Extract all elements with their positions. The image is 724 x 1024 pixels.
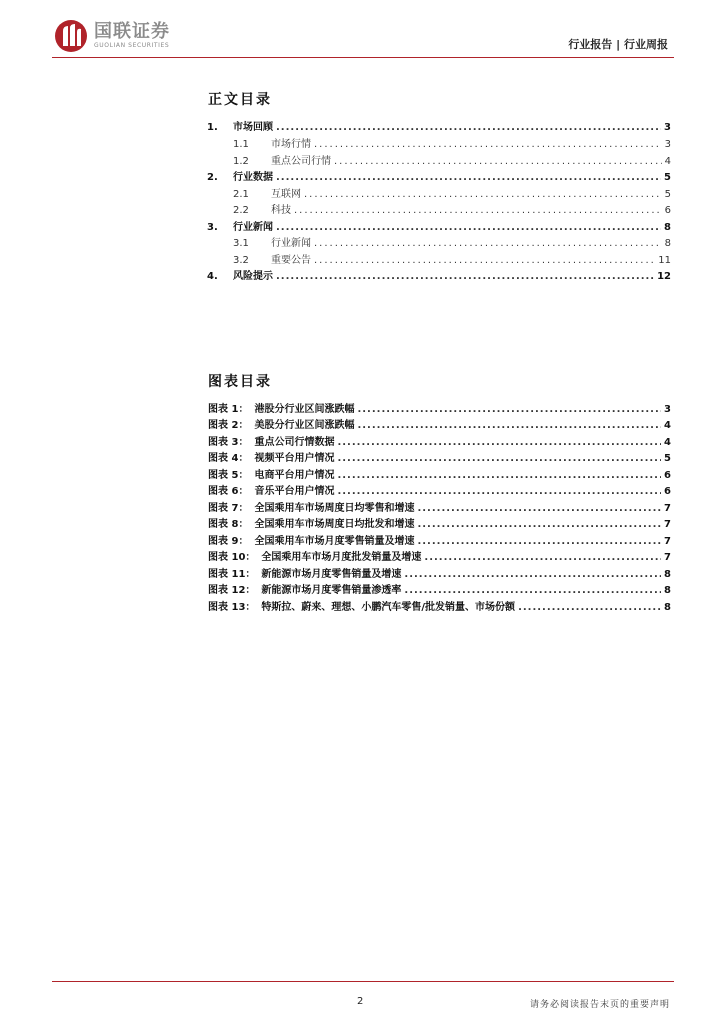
figure-entry-number: 图表 8： bbox=[208, 519, 249, 530]
figure-entry-page: 4 bbox=[664, 437, 671, 448]
leader-dots bbox=[404, 583, 661, 599]
toc-entry-page: 3 bbox=[664, 139, 671, 150]
toc-entry[interactable] bbox=[207, 120, 671, 136]
figure-entry[interactable] bbox=[208, 583, 671, 599]
figure-entry-label: 特斯拉、蔚来、理想、小鹏汽车零售/批发销量、市场份额 bbox=[261, 602, 516, 613]
figure-entry-label: 港股分行业区间涨跌幅 bbox=[254, 404, 355, 415]
figure-entry[interactable] bbox=[208, 418, 671, 434]
figure-entry-label: 新能源市场月度零售销量及增速 bbox=[261, 569, 402, 580]
leader-dots bbox=[357, 402, 661, 418]
toc-entry-page: 11 bbox=[658, 255, 671, 266]
figure-entry[interactable] bbox=[208, 600, 671, 616]
toc-entry[interactable] bbox=[207, 269, 671, 285]
figure-entry-number: 图表 4： bbox=[208, 453, 249, 464]
figure-entry-page: 3 bbox=[664, 404, 671, 415]
toc-entry[interactable] bbox=[233, 203, 671, 219]
toc-entry-page: 8 bbox=[664, 238, 671, 249]
figure-entry-number: 图表 10： bbox=[208, 552, 256, 563]
figure-entry-label: 新能源市场月度零售销量渗透率 bbox=[261, 585, 402, 596]
toc-entry-number: 1.1 bbox=[233, 139, 249, 150]
figure-entry-page: 5 bbox=[664, 453, 671, 464]
toc-entry-label: 行业新闻 bbox=[233, 222, 273, 233]
figure-entry[interactable] bbox=[208, 517, 671, 533]
leader-dots bbox=[314, 137, 662, 153]
toc-entry[interactable] bbox=[233, 154, 671, 170]
toc-entry[interactable] bbox=[207, 220, 671, 236]
figure-entry[interactable] bbox=[208, 550, 671, 566]
toc-entry-page: 5 bbox=[664, 172, 671, 183]
header-divider bbox=[52, 57, 674, 58]
figure-entry-number: 图表 5： bbox=[208, 470, 249, 481]
leader-dots bbox=[518, 600, 661, 616]
figure-entry-page: 7 bbox=[664, 519, 671, 530]
toc-entry-label: 互联网 bbox=[271, 189, 301, 200]
leader-dots bbox=[417, 501, 661, 517]
toc-entry-label: 风险提示 bbox=[233, 271, 273, 282]
figure-entry[interactable] bbox=[208, 501, 671, 517]
page-number: 2 bbox=[357, 996, 364, 1007]
toc-entry-label: 行业新闻 bbox=[271, 238, 311, 249]
figure-entry-label: 全国乘用车市场周度日均零售和增速 bbox=[254, 503, 415, 514]
logo-text-en: GUOLIAN SECURITIES bbox=[94, 42, 170, 49]
toc-entry[interactable] bbox=[233, 137, 671, 153]
leader-dots bbox=[276, 170, 661, 186]
leader-dots bbox=[337, 451, 661, 467]
figure-entry-page: 6 bbox=[664, 470, 671, 481]
toc-entry-page: 3 bbox=[664, 122, 671, 133]
figure-entry-number: 图表 9： bbox=[208, 536, 249, 547]
leader-dots bbox=[337, 435, 661, 451]
leader-dots bbox=[417, 517, 661, 533]
figure-entry-page: 8 bbox=[664, 602, 671, 613]
toc-entry-number: 2. bbox=[207, 172, 218, 183]
toc-entry[interactable] bbox=[233, 236, 671, 252]
figure-entry-number: 图表 6： bbox=[208, 486, 249, 497]
leader-dots bbox=[314, 253, 655, 269]
leader-dots bbox=[404, 567, 661, 583]
footer-divider bbox=[52, 981, 674, 982]
figure-entry[interactable] bbox=[208, 484, 671, 500]
leader-dots bbox=[417, 534, 661, 550]
toc-entry-number: 4. bbox=[207, 271, 218, 282]
toc-entry[interactable] bbox=[233, 253, 671, 269]
toc-entry-page: 4 bbox=[664, 156, 671, 167]
disclaimer-note: 请务必阅读报告末页的重要声明 bbox=[529, 1000, 670, 1010]
leader-dots bbox=[276, 120, 661, 136]
figure-entry-number: 图表 13： bbox=[208, 602, 256, 613]
figure-entry[interactable] bbox=[208, 534, 671, 550]
leader-dots bbox=[334, 154, 662, 170]
figure-entry-page: 8 bbox=[664, 585, 671, 596]
figure-entry-label: 视频平台用户情况 bbox=[254, 453, 335, 464]
figure-entry-page: 7 bbox=[664, 552, 671, 563]
figure-entry-label: 音乐平台用户情况 bbox=[254, 486, 335, 497]
toc-entry-number: 3.1 bbox=[233, 238, 249, 249]
toc-entry[interactable] bbox=[207, 170, 671, 186]
toc-entry-number: 2.2 bbox=[233, 205, 249, 216]
toc-entry[interactable] bbox=[233, 187, 671, 203]
report-category: 行业报告 | 行业周报 bbox=[568, 38, 668, 51]
toc-entry-label: 行业数据 bbox=[233, 172, 273, 183]
figure-entry-number: 图表 11： bbox=[208, 569, 256, 580]
figure-entry[interactable] bbox=[208, 451, 671, 467]
leader-dots bbox=[294, 203, 662, 219]
leader-dots bbox=[337, 484, 661, 500]
toc-entry-number: 3.2 bbox=[233, 255, 249, 266]
figure-entry[interactable] bbox=[208, 402, 671, 418]
leader-dots bbox=[424, 550, 661, 566]
figure-entry-page: 7 bbox=[664, 536, 671, 547]
figure-entry-number: 图表 3： bbox=[208, 437, 249, 448]
figure-entry-number: 图表 12： bbox=[208, 585, 256, 596]
toc-entry-label: 重要公告 bbox=[271, 255, 311, 266]
figure-entry-number: 图表 2： bbox=[208, 420, 249, 431]
toc-entry-label: 重点公司行情 bbox=[271, 156, 331, 167]
figure-entry-label: 电商平台用户情况 bbox=[254, 470, 335, 481]
toc-entry-page: 6 bbox=[664, 205, 671, 216]
logo-text-cn: 国联证券 bbox=[94, 21, 170, 42]
figure-entry-number: 图表 7： bbox=[208, 503, 249, 514]
company-logo bbox=[54, 19, 170, 53]
toc-title: 正文目录 bbox=[208, 92, 272, 108]
logo-mark-icon bbox=[54, 19, 88, 53]
figure-entry-label: 重点公司行情数据 bbox=[254, 437, 335, 448]
figure-entry-page: 6 bbox=[664, 486, 671, 497]
leader-dots bbox=[276, 269, 654, 285]
leader-dots bbox=[337, 468, 661, 484]
figure-entry-number: 图表 1： bbox=[208, 404, 249, 415]
toc-entry-label: 市场行情 bbox=[271, 139, 311, 150]
figure-entry[interactable] bbox=[208, 468, 671, 484]
toc-entry-label: 科技 bbox=[271, 205, 291, 216]
figure-list-title: 图表目录 bbox=[208, 374, 272, 390]
toc-entry-page: 8 bbox=[664, 222, 671, 233]
toc-entry-number: 1.2 bbox=[233, 156, 249, 167]
toc-entry-label: 市场回顾 bbox=[233, 122, 273, 133]
leader-dots bbox=[357, 418, 661, 434]
toc-entry-page: 12 bbox=[657, 271, 671, 282]
leader-dots bbox=[304, 187, 662, 203]
toc-entry-number: 2.1 bbox=[233, 189, 249, 200]
toc-entry-number: 3. bbox=[207, 222, 218, 233]
figure-entry-page: 8 bbox=[664, 569, 671, 580]
figure-entry-label: 全国乘用车市场周度日均批发和增速 bbox=[254, 519, 415, 530]
leader-dots bbox=[276, 220, 661, 236]
toc-entry-number: 1. bbox=[207, 122, 218, 133]
figure-entry-page: 4 bbox=[664, 420, 671, 431]
figure-entry-page: 7 bbox=[664, 503, 671, 514]
figure-entry-label: 美股分行业区间涨跌幅 bbox=[254, 420, 355, 431]
figure-entry[interactable] bbox=[208, 435, 671, 451]
figure-entry-label: 全国乘用车市场月度批发销量及增速 bbox=[261, 552, 422, 563]
figure-entry[interactable] bbox=[208, 567, 671, 583]
figure-entry-label: 全国乘用车市场月度零售销量及增速 bbox=[254, 536, 415, 547]
toc-entry-page: 5 bbox=[664, 189, 671, 200]
leader-dots bbox=[314, 236, 662, 252]
